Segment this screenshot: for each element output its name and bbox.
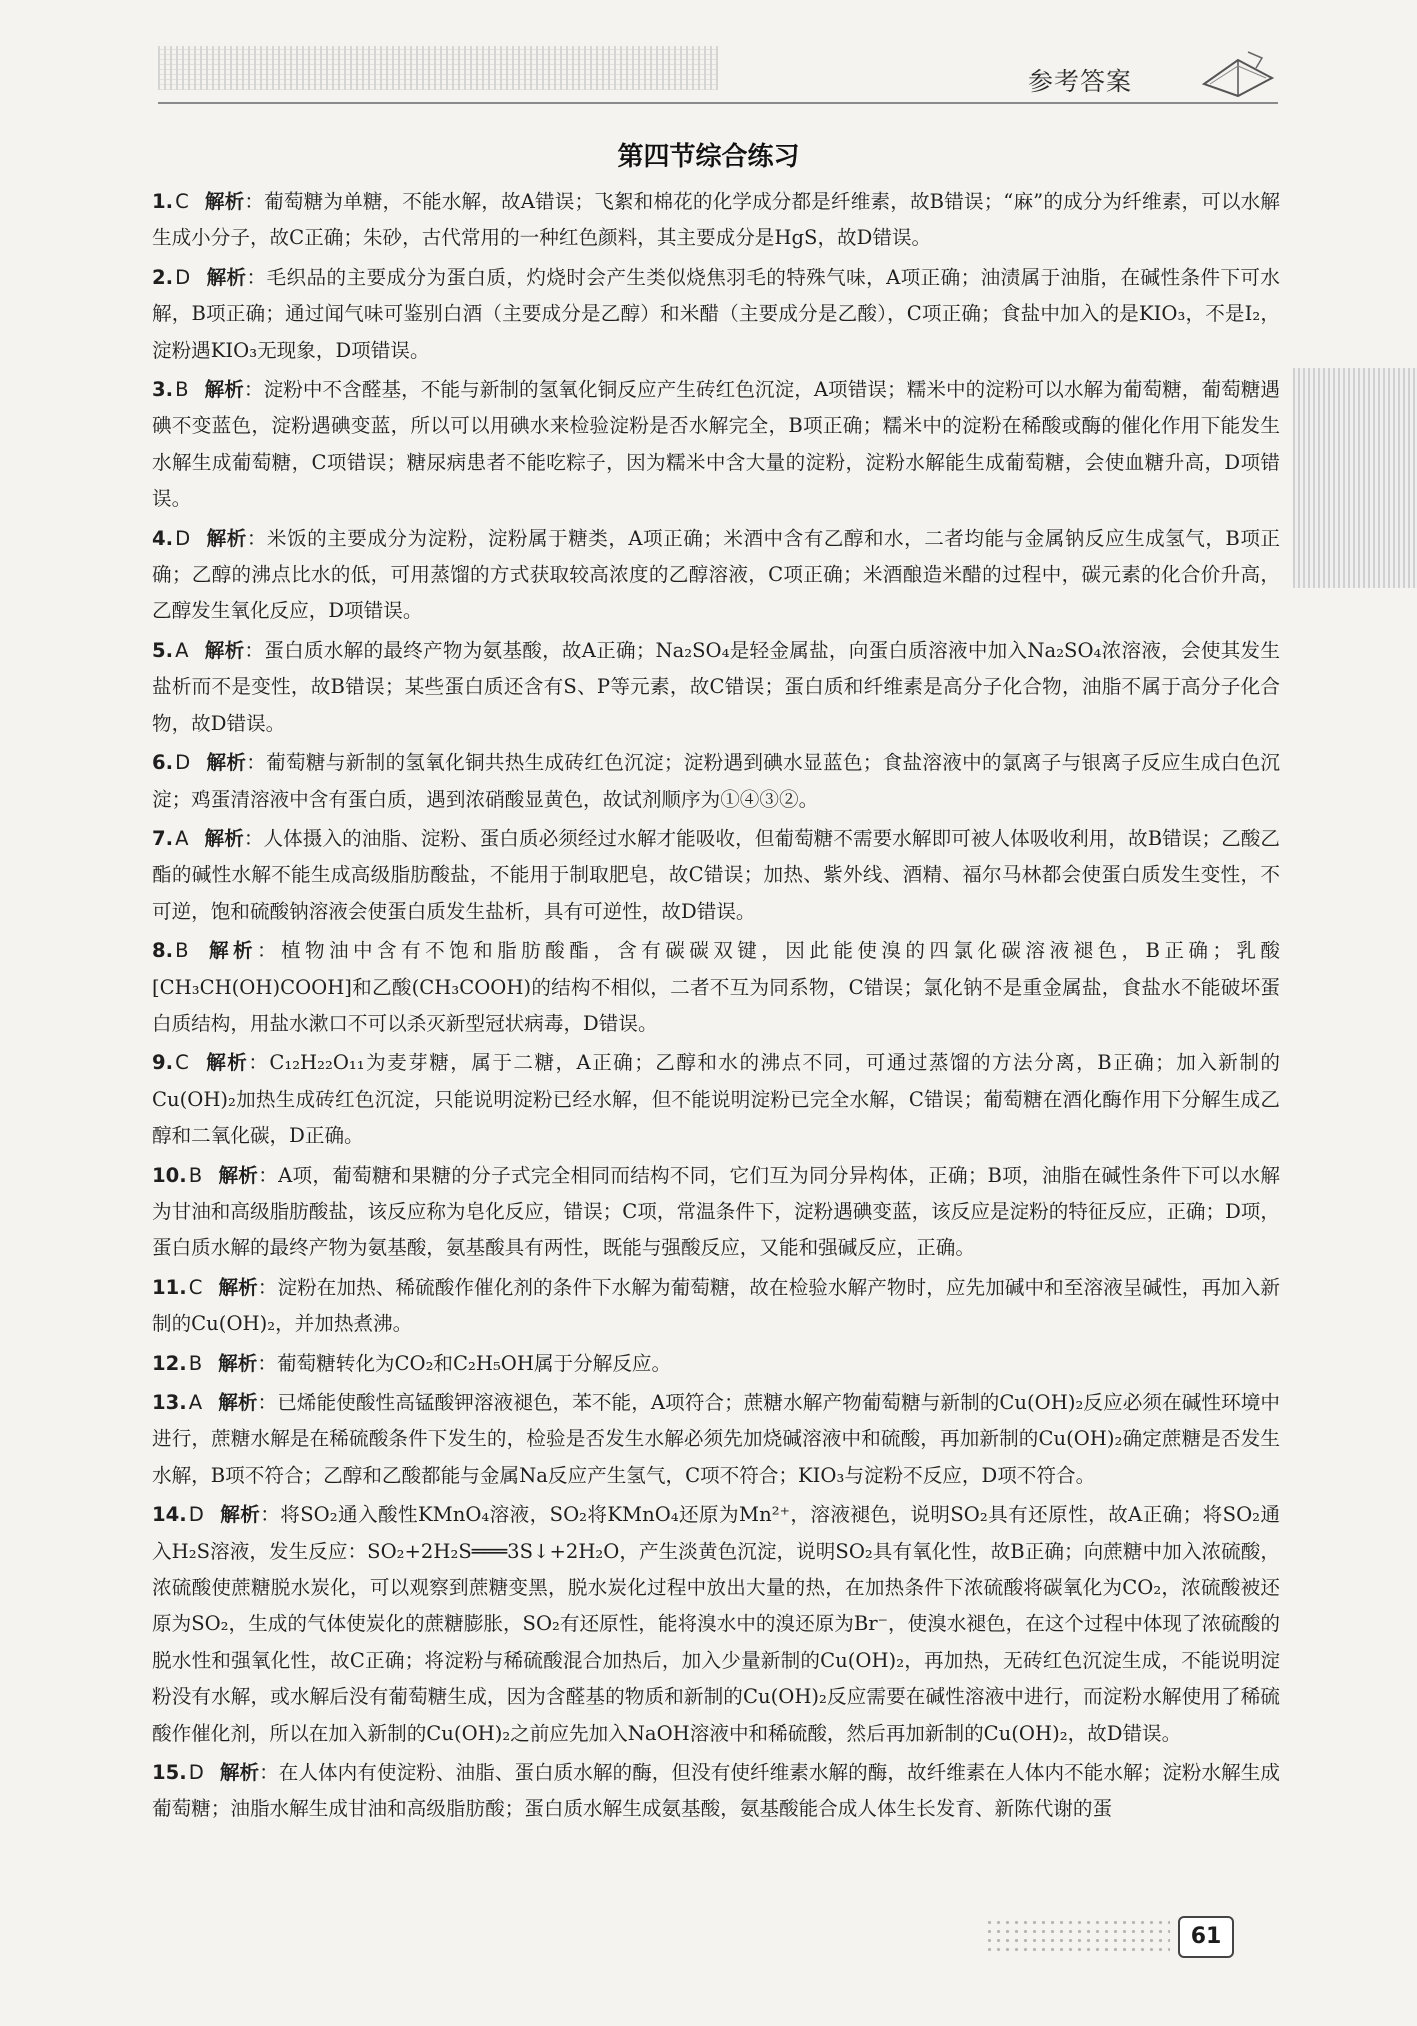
analysis-label: 解析 <box>206 265 247 289</box>
item-number: 13. <box>152 1391 187 1414</box>
answer-item: 12. B 解析：葡萄糖转化为CO₂和C₂H₅OH属于分解反应。 <box>152 1351 672 1375</box>
item-explanation: 淀粉在加热、稀硫酸作催化剂的条件下水解为葡萄糖，故在检验水解产物时，应先加碱中和至溶液呈碱性，再加入新制的Cu(OH)₂，并加热煮沸。 <box>152 1275 1281 1336</box>
item-explanation: 人体摄入的油脂、淀粉、蛋白质必须经过水解才能吸收，但葡萄糖不需要水解即可被人体吸收利用，故B错误；乙酸乙酯的碱性水解不能生成高级脂肪酸盐，不能用于制取肥皂，故C错误；加热、紫外线、酒精、福尔马林都会使蛋白质发生变性，不可逆，饱和硫酸钠溶液会使蛋白质发生盐析，具有可逆性，故D错误。 <box>152 826 1281 923</box>
item-explanation: A项，葡萄糖和果糖的分子式完全相同而结构不同，它们互为同分异构体，正确；B项，油脂在碱性条件下可以水解为甘油和高级脂肪酸盐，该反应称为皂化反应，错误；C项，常温条件下，淀粉遇碘变蓝，该反应是淀粉的特征反应，正确；D项，蛋白质水解的最终产物为氨基酸，氨基酸具有两性，既能与强酸反应，又能和强碱反应，正确。 <box>152 1163 1281 1260</box>
item-explanation: 将SO₂通入酸性KMnO₄溶液，SO₂将KMnO₄还原为Mn²⁺，溶液褪色，说明SO₂具有还原性，故A正确；将SO₂通入H₂S溶液，发生反应：SO₂+2H₂S═══3S↓+2H₂O，产生淡黄色沉淀，说明SO₂具有氧化性，故B正确；向蔗糖中加入浓硫酸，浓硫酸使蔗糖脱水炭化，可以观察到蔗糖变黑，脱水炭化过程中放出大量的热，在加热条件下浓硫酸将碳氧化为CO₂，浓硫酸被还原为SO₂，生成的气体使炭化的蔗糖膨胀，SO₂有还原性，能将溴水中的溴还原为Br⁻，使溴水褪色，在这个过程中体现了浓硫酸的脱水性和强氧化性，故C正确；将淀粉与稀硫酸混合加热后，加入少量新制的Cu(OH)₂，再加热，无砖红色沉淀生成，不能说明淀粉没有水解，或水解后没有葡萄糖生成，因为含醛基的物质和新制的Cu(OH)₂反应需要在碱性溶液中进行，而淀粉水解使用了稀硫酸作催化剂，所以在加入新制的Cu(OH)₂之前应先加入NaOH溶液中和稀硫酸，然后再加新制的Cu(OH)₂，故D错误。 <box>152 1503 1281 1745</box>
analysis-label: 解析 <box>218 1391 258 1414</box>
item-explanation: 毛织品的主要成分为蛋白质，灼烧时会产生类似烧焦羽毛的特殊气味，A项正确；油渍属于油脂，在碱性条件下可水解，B项正确；通过闻气味可鉴别白酒（主要成分是乙醇）和米醋（主要成分是乙酸），C项正确；食盐中加入的是KIO₃，不是I₂，淀粉遇KIO₃无现象，D项错误。 <box>152 265 1281 362</box>
item-answer: D <box>188 1761 204 1785</box>
item-answer: B <box>188 1351 203 1375</box>
item-explanation: 葡萄糖转化为CO₂和C₂H₅OH属于分解反应。 <box>276 1351 672 1375</box>
answer-item: 7. A 解析：人体摄入的油脂、淀粉、蛋白质必须经过水解才能吸收，但葡萄糖不需要水解即可被人体吸收利用，故B错误；乙酸乙酯的碱性水解不能生成高级脂肪酸盐，不能用于制取肥皂，故C错误；加热、紫外线、酒精、福尔马林都会使蛋白质发生变性，不可逆，饱和硫酸钠溶液会使蛋白质发生盐析，具有可逆性，故D错误。 <box>152 826 1281 923</box>
item-answer: B <box>175 939 189 963</box>
item-answer: A <box>175 638 189 662</box>
item-number: 8. <box>152 939 174 963</box>
answer-item: 14. D 解析：将SO₂通入酸性KMnO₄溶液，SO₂将KMnO₄还原为Mn²⁺，溶液褪色，说明SO₂具有还原性，故A正确；将SO₂通入H₂S溶液，发生反应：SO₂+2H₂S═══3S↓+2H₂O，产生淡黄色沉淀，说明SO₂具有氧化性，故B正确；向蔗糖中加入浓硫酸，浓硫酸使蔗糖脱水炭化，可以观察到蔗糖变黑，脱水炭化过程中放出大量的热，在加热条件下浓硫酸将碳氧化为CO₂，浓硫酸被还原为SO₂，生成的气体使炭化的蔗糖膨胀，SO₂有还原性，能将溴水中的溴还原为Br⁻，使溴水褪色，在这个过程中体现了浓硫酸的脱水性和强氧化性，故C正确；将淀粉与稀硫酸混合加热后，加入少量新制的Cu(OH)₂，再加热，无砖红色沉淀生成，不能说明淀粉没有水解，或水解后没有葡萄糖生成，因为含醛基的物质和新制的Cu(OH)₂反应需要在碱性溶液中进行，而淀粉水解使用了稀硫酸作催化剂，所以在加入新制的Cu(OH)₂之前应先加入NaOH溶液中和稀硫酸，然后再加新制的Cu(OH)₂，故D错误。 <box>152 1503 1281 1745</box>
header-title: 参考答案 <box>1028 67 1133 96</box>
analysis-label: 解析 <box>204 1051 249 1075</box>
item-answer: D <box>175 526 191 550</box>
analysis-label: 解析 <box>218 1351 258 1375</box>
item-answer: B <box>175 378 189 402</box>
item-answer: D <box>175 265 191 289</box>
analysis-label: 解析 <box>204 638 245 662</box>
item-answer: C <box>188 1275 203 1299</box>
item-explanation: 淀粉中不含醛基，不能与新制的氢氧化铜反应产生砖红色沉淀，A项错误；糯米中的淀粉可以水解为葡萄糖，葡萄糖遇碘不变蓝色，淀粉遇碘变蓝，所以可以用碘水来检验淀粉是否水解完全，B项正确；糯米中的淀粉在稀酸或酶的催化作用下能发生水解生成葡萄糖，C项错误；糖尿病患者不能吃粽子，因为糯米中含大量的淀粉，淀粉水解能生成葡萄糖，会使血糖升高，D项错误。 <box>152 378 1281 511</box>
page-number: 61 <box>1178 1916 1234 1958</box>
item-explanation: 米饭的主要成分为淀粉，淀粉属于糖类，A项正确；米酒中含有乙醇和水，二者均能与金属钠反应生成氢气，B项正确；乙醇的沸点比水的低，可用蒸馏的方式获取较高浓度的乙醇溶液，C项正确；米酒酿造米醋的过程中，碳元素的化合价升高，乙醇发生氧化反应，D项错误。 <box>152 526 1280 623</box>
answer-item: 9. C 解析：C₁₂H₂₂O₁₁为麦芽糖，属于二糖，A正确；乙醇和水的沸点不同，可通过蒸馏的方法分离，B正确；加入新制的Cu(OH)₂加热生成砖红色沉淀，只能说明淀粉已经水解，但不能说明淀粉已完全水解，C错误；葡萄糖在酒化酶作用下分解生成乙醇和二氧化碳，D正确。 <box>152 1051 1280 1148</box>
answer-item: 2. D 解析：毛织品的主要成分为蛋白质，灼烧时会产生类似烧焦羽毛的特殊气味，A项正确；油渍属于油脂，在碱性条件下可水解，B项正确；通过闻气味可鉴别白酒（主要成分是乙醇）和米醋（主要成分是乙酸），C项正确；食盐中加入的是KIO₃，不是I₂，淀粉遇KIO₃无现象，D项错误。 <box>152 265 1281 362</box>
book-logo-icon <box>1198 44 1278 100</box>
item-number: 1. <box>152 190 174 213</box>
item-number: 5. <box>152 638 174 662</box>
item-answer: D <box>175 751 191 775</box>
side-tab-decoration <box>1293 368 1417 588</box>
item-number: 3. <box>152 378 174 402</box>
answer-item: 6. D 解析：葡萄糖与新制的氢氧化铜共热生成砖红色沉淀；淀粉遇到碘水显蓝色；食盐溶液中的氯离子与银离子反应生成白色沉淀；鸡蛋清溶液中含有蛋白质，遇到浓硝酸显黄色，故试剂顺序为①④③②。 <box>152 751 1281 811</box>
item-number: 4. <box>152 526 174 550</box>
item-explanation: 蛋白质水解的最终产物为氨基酸，故A正确；Na₂SO₄是轻金属盐，向蛋白质溶液中加入Na₂SO₄浓溶液，会使其发生盐析而不是变性，故B错误；某些蛋白质还含有S、P等元素，故C错误；蛋白质和纤维素是高分子化合物，油脂不属于高分子化合物，故D错误。 <box>152 638 1280 735</box>
item-answer: A <box>188 1391 203 1414</box>
item-number: 14. <box>152 1503 187 1527</box>
item-answer: B <box>188 1163 203 1187</box>
analysis-label: 解析 <box>204 939 257 963</box>
item-answer: A <box>175 826 189 850</box>
item-number: 7. <box>152 826 174 850</box>
analysis-label: 解析 <box>204 378 244 402</box>
analysis-label: 解析 <box>218 1163 259 1187</box>
analysis-label: 解析 <box>219 1503 261 1527</box>
analysis-label: 解析 <box>218 1275 258 1299</box>
header-band <box>158 40 1278 104</box>
answers-list <box>152 184 1280 1831</box>
item-explanation: 已烯能使酸性高锰酸钾溶液褪色，苯不能，A项符合；蔗糖水解产物葡萄糖与新制的Cu(OH)₂反应必须在碱性环境中进行，蔗糖水解是在稀硫酸条件下发生的，检验是否发生水解必须先加烧碱溶液中和硫酸，再加新制的Cu(OH)₂确定蔗糖是否发生水解，B项不符合；乙醇和乙酸都能与金属Na反应产生氢气，C项不符合；KIO₃与淀粉不反应，D项不符合。 <box>152 1391 1280 1487</box>
answer-item: 13. A 解析：已烯能使酸性高锰酸钾溶液褪色，苯不能，A项符合；蔗糖水解产物葡萄糖与新制的Cu(OH)₂反应必须在碱性环境中进行，蔗糖水解是在稀硫酸条件下发生的，检验是否发生水解必须先加烧碱溶液中和硫酸，再加新制的Cu(OH)₂确定蔗糖是否发生水解，B项不符合；乙醇和乙酸都能与金属Na反应产生氢气，C项不符合；KIO₃与淀粉不反应，D项不符合。 <box>152 1391 1280 1487</box>
item-number: 11. <box>152 1275 187 1299</box>
answer-item: 1. C 解析：葡萄糖为单糖，不能水解，故A错误；飞絮和棉花的化学成分都是纤维素，故B错误；“麻”的成分为纤维素，可以水解生成小分子，故C正确；朱砂，古代常用的一种红色颜料，其主要成分是HgS，故D错误。 <box>152 190 1281 250</box>
answer-item: 15. D 解析：在人体内有使淀粉、油脂、蛋白质水解的酶，但没有使纤维素水解的酶，故纤维素在人体内不能水解；淀粉水解生成葡萄糖；油脂水解生成甘油和高级脂肪酸；蛋白质水解生成氨基酸，氨基酸能合成人体生长发育、新陈代谢的蛋 <box>152 1761 1281 1821</box>
item-number: 9. <box>152 1051 174 1075</box>
answer-item: 10. B 解析：A项，葡萄糖和果糖的分子式完全相同而结构不同，它们互为同分异构体，正确；B项，油脂在碱性条件下可以水解为甘油和高级脂肪酸盐，该反应称为皂化反应，错误；C项，常温条件下，淀粉遇碘变蓝，该反应是淀粉的特征反应，正确；D项，蛋白质水解的最终产物为氨基酸，氨基酸具有两性，既能与强酸反应，又能和强碱反应，正确。 <box>152 1163 1281 1260</box>
answer-item: 5. A 解析：蛋白质水解的最终产物为氨基酸，故A正确；Na₂SO₄是轻金属盐，向蛋白质溶液中加入Na₂SO₄浓溶液，会使其发生盐析而不是变性，故B错误；某些蛋白质还含有S、P等元素，故C错误；蛋白质和纤维素是高分子化合物，油脂不属于高分子化合物，故D错误。 <box>152 638 1280 735</box>
item-explanation: C₁₂H₂₂O₁₁为麦芽糖，属于二糖，A正确；乙醇和水的沸点不同，可通过蒸馏的方法分离，B正确；加入新制的Cu(OH)₂加热生成砖红色沉淀，只能说明淀粉已经水解，但不能说明淀粉已完全水解，C错误；葡萄糖在酒化酶作用下分解生成乙醇和二氧化碳，D正确。 <box>152 1051 1280 1148</box>
analysis-label: 解析 <box>204 190 245 213</box>
answer-item: 3. B 解析：淀粉中不含醛基，不能与新制的氢氧化铜反应产生砖红色沉淀，A项错误；糯米中的淀粉可以水解为葡萄糖，葡萄糖遇碘不变蓝色，淀粉遇碘变蓝，所以可以用碘水来检验淀粉是否水解完全，B项正确；糯米中的淀粉在稀酸或酶的催化作用下能发生水解生成葡萄糖，C项错误；糖尿病患者不能吃粽子，因为糯米中含大量的淀粉，淀粉水解能生成葡萄糖，会使血糖升高，D项错误。 <box>152 378 1281 511</box>
header-decorative-pattern <box>158 46 718 90</box>
answer-item: 8. B 解析：植物油中含有不饱和脂肪酸酯，含有碳碳双键，因此能使溴的四氯化碳溶液褪色，B正确；乳酸[CH₃CH(OH)COOH]和乙酸(CH₃COOH)的结构不相似，二者不互为同系物，C错误；氯化钠不是重金属盐，食盐水不能破坏蛋白质结构，用盐水漱口不可以杀灭新型冠状病毒，D错误。 <box>152 939 1280 1035</box>
item-explanation: 葡萄糖与新制的氢氧化铜共热生成砖红色沉淀；淀粉遇到碘水显蓝色；食盐溶液中的氯离子与银离子反应生成白色沉淀；鸡蛋清溶液中含有蛋白质，遇到浓硝酸显黄色，故试剂顺序为①④③②。 <box>152 751 1281 811</box>
analysis-label: 解析 <box>219 1761 260 1785</box>
item-answer: C <box>175 190 189 213</box>
item-number: 10. <box>152 1163 187 1187</box>
item-number: 12. <box>152 1351 187 1375</box>
analysis-label: 解析 <box>206 751 247 775</box>
item-answer: C <box>175 1051 189 1075</box>
section-title: 第四节综合练习 <box>617 142 800 172</box>
footer-dot-pattern <box>985 1918 1170 1954</box>
item-explanation: 葡萄糖为单糖，不能水解，故A错误；飞絮和棉花的化学成分都是纤维素，故B错误；“麻”的成分为纤维素，可以水解生成小分子，故C正确；朱砂，古代常用的一种红色颜料，其主要成分是HgS，故D错误。 <box>152 190 1281 250</box>
analysis-label: 解析 <box>206 526 247 550</box>
item-number: 15. <box>152 1761 187 1785</box>
item-explanation: 在人体内有使淀粉、油脂、蛋白质水解的酶，但没有使纤维素水解的酶，故纤维素在人体内不能水解；淀粉水解生成葡萄糖；油脂水解生成甘油和高级脂肪酸；蛋白质水解生成氨基酸，氨基酸能合成人体生长发育、新陈代谢的蛋 <box>152 1761 1281 1821</box>
item-explanation: 植物油中含有不饱和脂肪酸酯，含有碳碳双键，因此能使溴的四氯化碳溶液褪色，B正确；乳酸[CH₃CH(OH)COOH]和乙酸(CH₃COOH)的结构不相似，二者不互为同系物，C错误；氯化钠不是重金属盐，食盐水不能破坏蛋白质结构，用盐水漱口不可以杀灭新型冠状病毒，D错误。 <box>152 939 1280 1035</box>
answer-item: 11. C 解析：淀粉在加热、稀硫酸作催化剂的条件下水解为葡萄糖，故在检验水解产物时，应先加碱中和至溶液呈碱性，再加入新制的Cu(OH)₂，并加热煮沸。 <box>152 1275 1281 1336</box>
answer-item: 4. D 解析：米饭的主要成分为淀粉，淀粉属于糖类，A项正确；米酒中含有乙醇和水，二者均能与金属钠反应生成氢气，B项正确；乙醇的沸点比水的低，可用蒸馏的方式获取较高浓度的乙醇溶液，C项正确；米酒酿造米醋的过程中，碳元素的化合价升高，乙醇发生氧化反应，D项错误。 <box>152 526 1280 623</box>
analysis-label: 解析 <box>204 826 244 850</box>
item-number: 6. <box>152 751 174 775</box>
item-answer: D <box>188 1503 204 1527</box>
item-number: 2. <box>152 265 174 289</box>
